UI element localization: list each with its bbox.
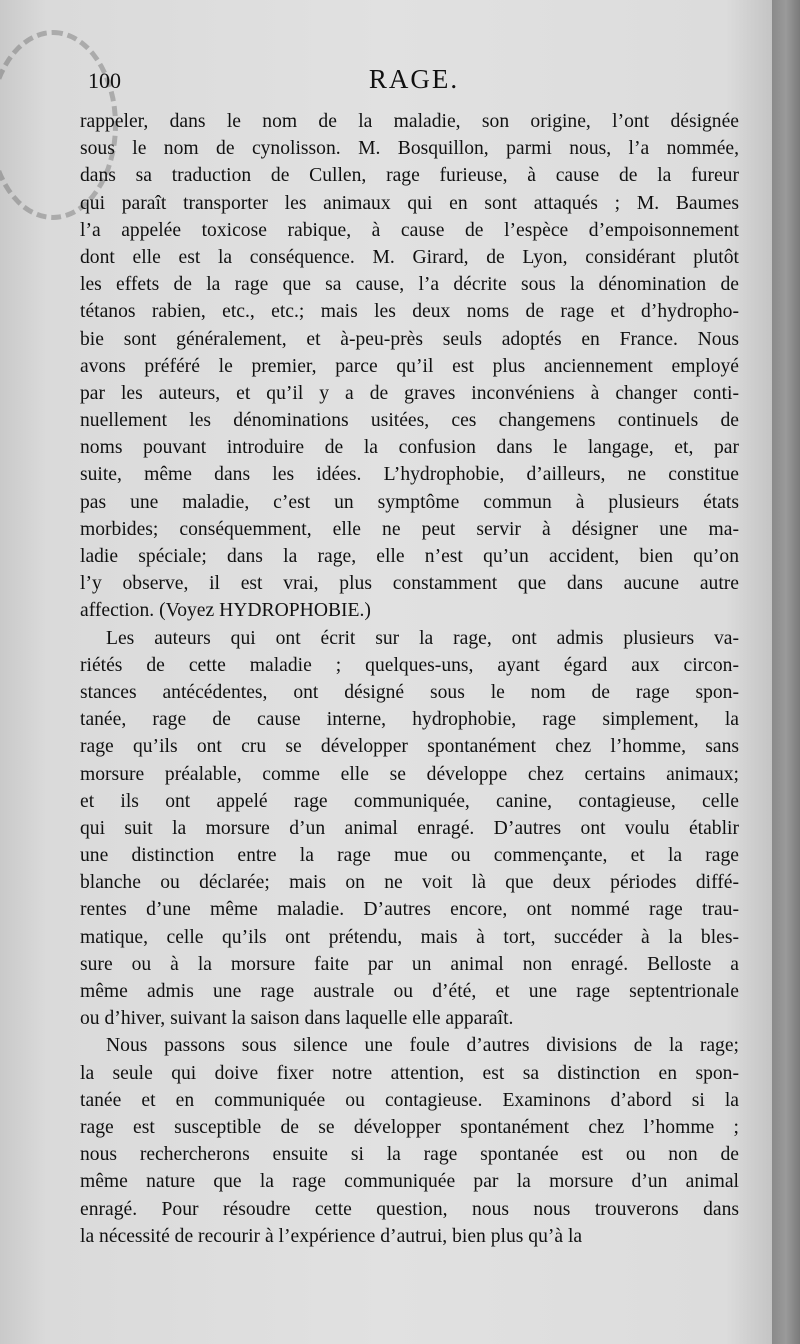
text-line: riétés de cette maladie ; quelques-uns, ayant égard aux circon-	[80, 654, 739, 676]
text-line: par les auteurs, et qu’il y a de graves inconvéniens à changer conti-	[80, 382, 739, 404]
page-edge	[772, 0, 800, 1344]
text-line: qui suit la morsure d’un animal enragé. D’autres ont voulu établir	[80, 817, 739, 839]
text-line: rage qu’ils ont cru se développer spontanément chez l’homme, sans	[80, 736, 739, 758]
text-line: une distinction entre la rage mue ou commençante, et la rage	[80, 845, 739, 867]
text-line: rentes d’une même maladie. D’autres encore, ont nommé rage trau-	[80, 899, 739, 921]
running-head: RAGE.	[368, 64, 460, 94]
text-line: matique, celle qu’ils ont prétendu, mais à tort, succéder à la bles-	[80, 926, 739, 948]
text-line: bie sont généralement, et à-peu-près seuls adoptés en France. Nous	[80, 328, 739, 350]
text-line: nous rechercherons ensuite si la rage spontanée est ou non de	[80, 1144, 739, 1166]
text-line: tanée et en communiquée ou contagieuse. Examinons d’abord si la	[80, 1089, 739, 1111]
text-line: blanche ou déclarée; mais on ne voit là que deux périodes diffé-	[80, 872, 739, 894]
text-line: même admis une rage australe ou d’été, et une rage septentrionale	[80, 981, 739, 1002]
text-line: tétanos rabien, etc., etc.; mais les deux noms de rage et d’hydropho-	[80, 301, 739, 323]
text-line: ou d’hiver, suivant la saison dans laquelle elle apparaît.	[80, 1008, 514, 1030]
text-line: rage est susceptible de se développer spontanément chez l’homme ;	[80, 1116, 739, 1138]
text-line: la seule qui doive fixer notre attention, est sa distinction en spon-	[80, 1062, 739, 1084]
text-line: nuellement les dénominations usitées, ces changemens continuels de	[80, 410, 739, 432]
text-line: Nous passons sous silence une foule d’autres divisions de la rage;	[106, 1035, 739, 1057]
paragraph	[80, 625, 739, 1033]
text-line: dont elle est la conséquence. M. Girard, de Lyon, considérant plutôt	[80, 246, 739, 268]
text-line: sure ou à la morsure faite par un animal non enragé. Belloste a	[80, 953, 739, 975]
text-line: et ils ont appelé rage communiquée, canine, contagieuse, celle	[80, 790, 739, 812]
text-line: morbides; conséquemment, elle ne peut servir à désigner une ma-	[80, 518, 739, 540]
paragraph	[80, 108, 739, 625]
text-line: rappeler, dans le nom de la maladie, son origine, l’ont désignée	[80, 111, 739, 132]
text-line: qui paraît transporter les animaux qui en sont attaqués ; M. Baumes	[80, 192, 739, 214]
text-line: enragé. Pour résoudre cette question, nous nous trouverons dans	[80, 1198, 739, 1220]
text-line: tanée, rage de cause interne, hydrophobie, rage simplement, la	[80, 709, 739, 731]
page-header	[88, 64, 740, 100]
text-line: morsure préalable, comme elle se développe chez certains animaux;	[80, 763, 739, 785]
text-line: la nécessité de recourir à l’expérience d’autrui, bien plus qu’à la	[80, 1225, 583, 1247]
text-line: dans sa traduction de Cullen, rage furieuse, à cause de la fureur	[80, 165, 739, 187]
text-line: les effets de la rage que sa cause, l’a décrite sous la dénomination de	[80, 274, 739, 296]
text-line: suite, même dans les idées. L’hydrophobie, d’ailleurs, ne constitue	[80, 464, 739, 486]
body-text	[80, 108, 739, 1250]
text-line: stances antécédentes, ont désigné sous le nom de rage spon-	[80, 681, 739, 703]
text-line: avons préféré le premier, parce qu’il est plus anciennement employé	[80, 355, 739, 377]
text-line: affection. (Voyez HYDROPHOBIE.)	[80, 600, 371, 622]
text-line: sous le nom de cynolisson. M. Bosquillon, parmi nous, l’a nommée,	[80, 138, 739, 160]
text-line: noms pouvant introduire de la confusion dans le langage, et, par	[80, 437, 739, 459]
text-line: Les auteurs qui ont écrit sur la rage, ont admis plusieurs va-	[106, 627, 739, 649]
text-line: ladie spéciale; dans la rage, elle n’est qu’un accident, bien qu’on	[80, 546, 739, 567]
text-line: l’y observe, il est vrai, plus constamment que dans aucune autre	[80, 573, 739, 595]
page-number: 100	[88, 68, 121, 93]
text-line: l’a appelée toxicose rabique, à cause de l’espèce d’empoisonnement	[80, 219, 739, 241]
text-line: pas une maladie, c’est un symptôme commun à plusieurs états	[80, 491, 739, 513]
text-line: même nature que la rage communiquée par la morsure d’un animal	[80, 1171, 739, 1193]
paragraph	[80, 1032, 739, 1250]
